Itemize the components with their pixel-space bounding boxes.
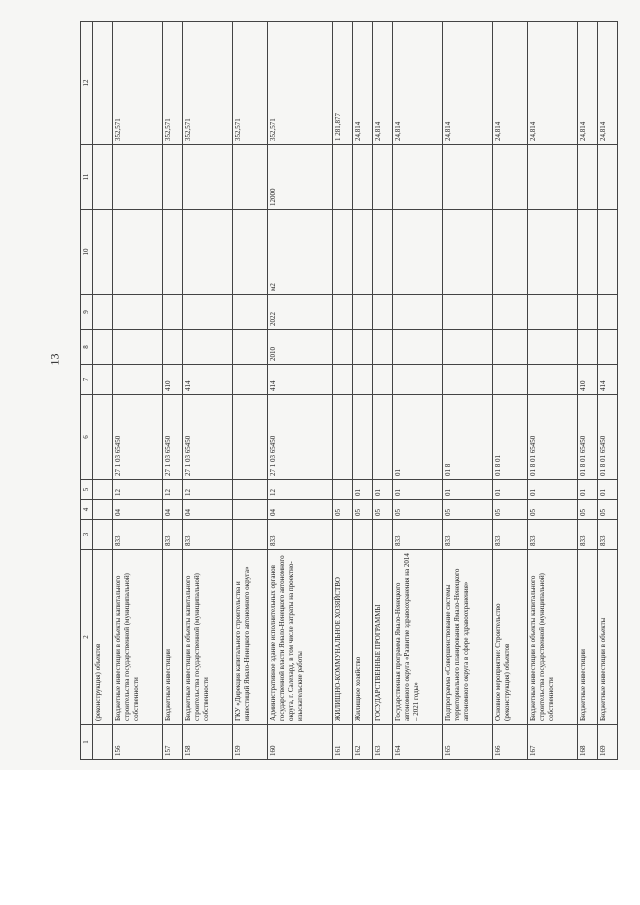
table-cell-col-1: 156 (113, 725, 163, 760)
table-cell-col-7 (393, 365, 443, 395)
table-row (333, 22, 353, 760)
table-cell-col-7 (528, 365, 578, 395)
table-cell-col-12: 24,814 (443, 22, 493, 145)
table-cell-col-1: 157 (163, 725, 183, 760)
table-cell-col-12: 24,814 (493, 22, 528, 145)
table-cell-col-11 (353, 145, 373, 210)
table-cell-col-5: 01 (578, 480, 598, 500)
table-cell-col-4: 05 (598, 500, 618, 520)
table-cell-col-1: 169 (598, 725, 618, 760)
table-cell-col-10 (493, 210, 528, 295)
table-cell-col-3: 833 (493, 520, 528, 550)
table-cell-col-1 (93, 725, 113, 760)
table-cell-col-4: 05 (393, 500, 443, 520)
table-row (233, 22, 268, 760)
budget-table (80, 21, 618, 760)
table-cell-col-10 (598, 210, 618, 295)
table-cell-col-11 (493, 145, 528, 210)
table-cell-col-9 (443, 295, 493, 330)
table-row (393, 22, 443, 760)
table-cell-col-7 (93, 365, 113, 395)
table-cell-col-2: (реконструкция) объектов (93, 550, 113, 725)
table-cell-col-9: 2022 (268, 295, 333, 330)
table-cell-col-2: Административное здание исполнительных органов государственной власти Ямало-Ненецкого автономного округа, г. Салехард, в том числе затраты на проектно-изыскательские работы (268, 550, 333, 725)
table-cell-col-1: 159 (233, 725, 268, 760)
table-cell-col-3: 833 (163, 520, 183, 550)
table-cell-col-10 (113, 210, 163, 295)
column-header-10: 10 (81, 210, 93, 295)
table-cell-col-9 (163, 295, 183, 330)
table-cell-col-12: 352,571 (113, 22, 163, 145)
table-cell-col-9 (353, 295, 373, 330)
table-cell-col-5 (333, 480, 353, 500)
table-cell-col-10 (163, 210, 183, 295)
table-cell-col-8: 2010 (268, 330, 333, 365)
table-cell-col-6: 01 8 01 65450 (578, 395, 598, 480)
table-cell-col-1: 160 (268, 725, 333, 760)
table-cell-col-3: 833 (268, 520, 333, 550)
table-cell-col-12: 352,571 (233, 22, 268, 145)
column-header-7: 7 (81, 365, 93, 395)
table-cell-col-9 (233, 295, 268, 330)
table-row (578, 22, 598, 760)
table-cell-col-8 (333, 330, 353, 365)
table-cell-col-9 (493, 295, 528, 330)
table-cell-col-3 (373, 520, 393, 550)
table-cell-col-8 (353, 330, 373, 365)
table-cell-col-1: 162 (353, 725, 373, 760)
table-cell-col-4: 04 (268, 500, 333, 520)
table-cell-col-11 (113, 145, 163, 210)
table-cell-col-8 (183, 330, 233, 365)
table-cell-col-8 (578, 330, 598, 365)
table-cell-col-10 (333, 210, 353, 295)
column-header-6: 6 (81, 395, 93, 480)
table-cell-col-9 (113, 295, 163, 330)
table-cell-col-4: 05 (443, 500, 493, 520)
table-cell-col-8 (93, 330, 113, 365)
table-cell-col-7 (443, 365, 493, 395)
table-row (183, 22, 233, 760)
table-cell-col-3 (93, 520, 113, 550)
table-cell-col-5: 01 (393, 480, 443, 500)
table-cell-col-5: 12 (113, 480, 163, 500)
table-cell-col-7 (333, 365, 353, 395)
table-cell-col-8 (598, 330, 618, 365)
table-cell-col-5: 01 (598, 480, 618, 500)
table-cell-col-5: 01 (443, 480, 493, 500)
table-cell-col-6: 01 8 01 65450 (598, 395, 618, 480)
table-cell-col-12: 352,571 (268, 22, 333, 145)
table-cell-col-4: 05 (353, 500, 373, 520)
table-cell-col-10 (373, 210, 393, 295)
table-cell-col-12: 24,814 (373, 22, 393, 145)
table-row (353, 22, 373, 760)
table-cell-col-2: Подпрограмма «Совершенствование системы территориального планирования Ямало-Ненецкого автономного округа в сфере здравоохранения» (443, 550, 493, 725)
table-cell-col-12 (93, 22, 113, 145)
table-cell-col-9 (393, 295, 443, 330)
table-cell-col-6 (233, 395, 268, 480)
table-cell-col-4: 04 (183, 500, 233, 520)
table-cell-col-1: 163 (373, 725, 393, 760)
table-cell-col-2: Бюджетные инвестиции в объекты (598, 550, 618, 725)
table-cell-col-11 (443, 145, 493, 210)
table-cell-col-2: Бюджетные инвестиции (163, 550, 183, 725)
table-cell-col-7 (493, 365, 528, 395)
table-cell-col-10 (443, 210, 493, 295)
table-cell-col-8 (393, 330, 443, 365)
table-cell-col-8 (443, 330, 493, 365)
table-cell-col-11 (393, 145, 443, 210)
table-cell-col-7: 410 (578, 365, 598, 395)
table-cell-col-6 (353, 395, 373, 480)
table-cell-col-4: 05 (373, 500, 393, 520)
table-cell-col-5 (233, 480, 268, 500)
table-header (81, 22, 93, 760)
table-cell-col-12: 352,571 (183, 22, 233, 145)
table-cell-col-9 (578, 295, 598, 330)
column-header-12: 12 (81, 22, 93, 145)
table-cell-col-3: 833 (598, 520, 618, 550)
table-cell-col-10 (393, 210, 443, 295)
table-cell-col-6: 01 8 01 65450 (528, 395, 578, 480)
table-cell-col-3: 833 (393, 520, 443, 550)
table-cell-col-10: м2 (268, 210, 333, 295)
table-cell-col-7 (373, 365, 393, 395)
table-cell-col-2: Бюджетные инвестиции в объекты капитального строительства государственной (муниципальной) собственности (113, 550, 163, 725)
table-cell-col-3: 833 (113, 520, 163, 550)
table-cell-col-9 (373, 295, 393, 330)
table-cell-col-4: 05 (493, 500, 528, 520)
table-cell-col-4 (93, 500, 113, 520)
table-cell-col-11 (93, 145, 113, 210)
table-cell-col-5: 12 (163, 480, 183, 500)
rotated-table-container (80, 22, 618, 760)
table-cell-col-10 (353, 210, 373, 295)
table-cell-col-2: ГОСУДАРСТВЕННЫЕ ПРОГРАММЫ (373, 550, 393, 725)
table-cell-col-2: Основное мероприятие: Строительство (реконструкция) объектов (493, 550, 528, 725)
table-cell-col-12: 352,571 (163, 22, 183, 145)
column-header-2: 2 (81, 550, 93, 725)
table-cell-col-2: Бюджетные инвестиции (578, 550, 598, 725)
table-row (113, 22, 163, 760)
table-cell-col-2: ЖИЛИЩНО-КОММУНАЛЬНОЕ ХОЗЯЙСТВО (333, 550, 353, 725)
table-cell-col-11 (183, 145, 233, 210)
table-cell-col-11: 12000 (268, 145, 333, 210)
header-row (81, 22, 93, 760)
table-cell-col-6: 27 1 03 65450 (163, 395, 183, 480)
table-cell-col-11 (598, 145, 618, 210)
table-cell-col-5: 01 (493, 480, 528, 500)
table-cell-col-3: 833 (183, 520, 233, 550)
column-header-3: 3 (81, 520, 93, 550)
table-cell-col-12: 24,814 (528, 22, 578, 145)
table-cell-col-6: 27 1 03 65450 (268, 395, 333, 480)
table-cell-col-3 (233, 520, 268, 550)
table-cell-col-1: 167 (528, 725, 578, 760)
table-cell-col-1: 166 (493, 725, 528, 760)
table-cell-col-7: 414 (183, 365, 233, 395)
table-row (93, 22, 113, 760)
table-cell-col-5: 12 (268, 480, 333, 500)
table-cell-col-2: ГКУ «Дирекция капитального строительства и инвестиций Ямало-Ненецкого автономного округа» (233, 550, 268, 725)
table-cell-col-4: 05 (333, 500, 353, 520)
table-cell-col-1: 164 (393, 725, 443, 760)
column-header-5: 5 (81, 480, 93, 500)
table-cell-col-5: 01 (528, 480, 578, 500)
table-row (598, 22, 618, 760)
table-cell-col-5: 01 (373, 480, 393, 500)
table-cell-col-2: Бюджетные инвестиции в объекты капитального строительства государственной (муниципальной) собственности (528, 550, 578, 725)
table-row (373, 22, 393, 760)
table-row (268, 22, 333, 760)
table-cell-col-3 (333, 520, 353, 550)
table-cell-col-3: 833 (443, 520, 493, 550)
table-cell-col-6: 27 1 03 65450 (113, 395, 163, 480)
table-cell-col-8 (373, 330, 393, 365)
table-cell-col-6: 01 8 01 (493, 395, 528, 480)
table-cell-col-10 (183, 210, 233, 295)
table-cell-col-7: 414 (268, 365, 333, 395)
table-cell-col-8 (528, 330, 578, 365)
table-cell-col-7 (233, 365, 268, 395)
table-cell-col-4: 04 (163, 500, 183, 520)
table-cell-col-11 (373, 145, 393, 210)
table-body (93, 22, 618, 760)
table-cell-col-12: 24,814 (578, 22, 598, 145)
table-cell-col-4: 05 (578, 500, 598, 520)
table-cell-col-11 (163, 145, 183, 210)
table-cell-col-9 (183, 295, 233, 330)
table-cell-col-5 (93, 480, 113, 500)
table-cell-col-5: 12 (183, 480, 233, 500)
table-cell-col-4 (233, 500, 268, 520)
table-cell-col-10 (578, 210, 598, 295)
table-cell-col-6 (373, 395, 393, 480)
column-header-1: 1 (81, 725, 93, 760)
table-cell-col-12: 1 281,877 (333, 22, 353, 145)
table-cell-col-11 (578, 145, 598, 210)
table-cell-col-8 (163, 330, 183, 365)
column-header-11: 11 (81, 145, 93, 210)
table-cell-col-10 (528, 210, 578, 295)
table-cell-col-2: Бюджетные инвестиции в объекты капитального строительства государственной (муниципальной) собственности (183, 550, 233, 725)
column-header-8: 8 (81, 330, 93, 365)
table-cell-col-8 (233, 330, 268, 365)
page-number: 13 (47, 353, 62, 366)
table-cell-col-7: 414 (598, 365, 618, 395)
table-cell-col-9 (93, 295, 113, 330)
table-cell-col-10 (93, 210, 113, 295)
column-header-4: 4 (81, 500, 93, 520)
table-cell-col-12: 24,814 (393, 22, 443, 145)
table-cell-col-7: 410 (163, 365, 183, 395)
table-cell-col-1: 161 (333, 725, 353, 760)
table-cell-col-6: 01 8 (443, 395, 493, 480)
table-cell-col-11 (528, 145, 578, 210)
column-header-9: 9 (81, 295, 93, 330)
table-cell-col-11 (233, 145, 268, 210)
table-cell-col-8 (113, 330, 163, 365)
table-cell-col-12: 24,814 (353, 22, 373, 145)
table-cell-col-12: 24,814 (598, 22, 618, 145)
table-cell-col-4: 05 (528, 500, 578, 520)
table-cell-col-8 (493, 330, 528, 365)
table-cell-col-4: 04 (113, 500, 163, 520)
table-cell-col-3 (353, 520, 373, 550)
table-cell-col-7 (353, 365, 373, 395)
table-cell-col-11 (333, 145, 353, 210)
table-cell-col-6 (93, 395, 113, 480)
table-row (163, 22, 183, 760)
table-cell-col-6: 01 (393, 395, 443, 480)
table-cell-col-10 (233, 210, 268, 295)
table-cell-col-9 (528, 295, 578, 330)
table-row (443, 22, 493, 760)
table-cell-col-1: 165 (443, 725, 493, 760)
table-cell-col-7 (113, 365, 163, 395)
table-cell-col-6: 27 1 03 65450 (183, 395, 233, 480)
table-cell-col-2: Жилищное хозяйство (353, 550, 373, 725)
table-cell-col-1: 168 (578, 725, 598, 760)
table-cell-col-9 (598, 295, 618, 330)
table-cell-col-3: 833 (528, 520, 578, 550)
table-row (528, 22, 578, 760)
table-cell-col-1: 158 (183, 725, 233, 760)
table-cell-col-3: 833 (578, 520, 598, 550)
table-row (493, 22, 528, 760)
table-cell-col-6 (333, 395, 353, 480)
table-cell-col-2: Государственная программа Ямало-Ненецкого автономного округа «Развитие здравоохранения на 2014 – 2021 годы» (393, 550, 443, 725)
table-cell-col-5: 01 (353, 480, 373, 500)
table-cell-col-9 (333, 295, 353, 330)
